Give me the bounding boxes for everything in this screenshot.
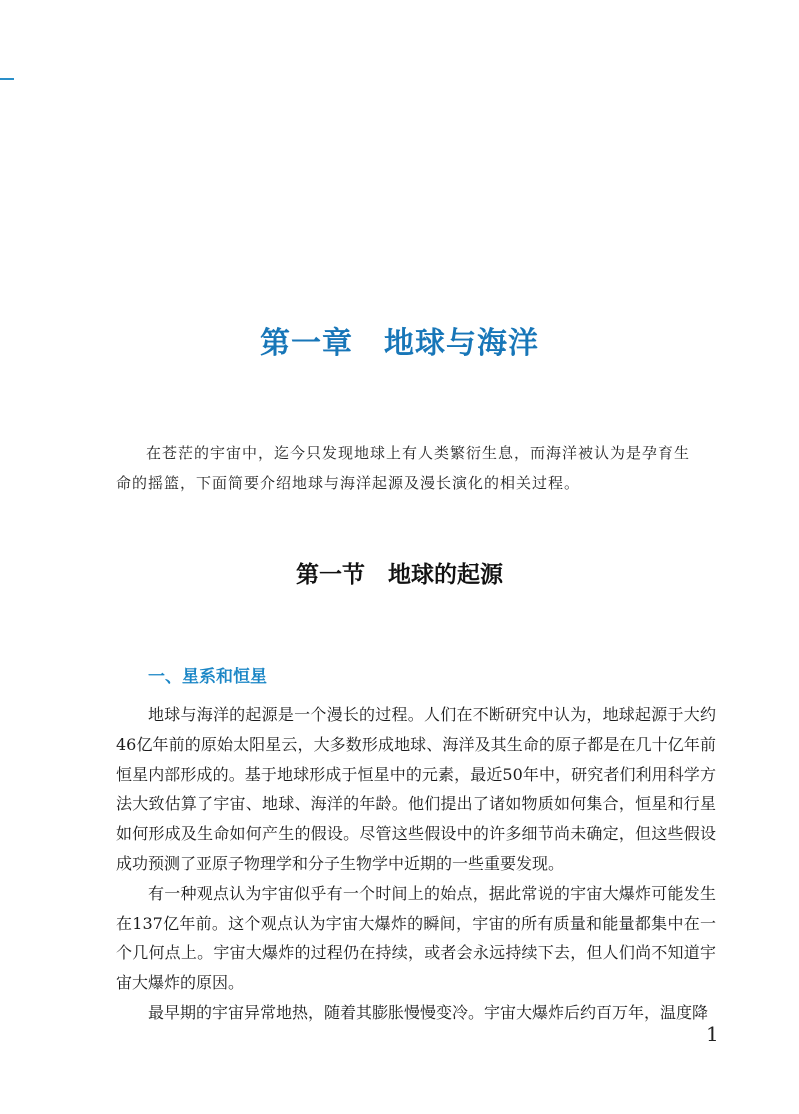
section-title: 第一节 地球的起源 [296,561,503,588]
paragraph: 最早期的宇宙异常地热，随着其膨胀慢慢变冷。宇宙大爆炸后约百万年，温度降 [148,1002,709,1022]
page-number: 1 [706,1022,719,1046]
subsection-title: 一、星系和恒星 [148,667,267,687]
chapter-intro: 在苍茫的宇宙中，迄今只发现地球上有人类繁衍生息，而海洋被认为是孕育生命的摇篮，下面简要介绍地球与海洋起源及漫长演化的相关过程。 [116,444,691,492]
paragraph: 有一种观点认为宇宙似乎有一个时间上的始点，据此常说的宇宙大爆炸可能发生在137亿年前。这个观点认为宇宙大爆炸的瞬间，宇宙的所有质量和能量都集中在一个几何点上。宇宙大爆炸的过程仍在持续，或者会永远持续下去，但人们尚不知道宇宙大爆炸的原因。 [116,883,716,993]
body-text [116,700,716,1028]
paragraph: 地球与海洋的起源是一个漫长的过程。人们在不断研究中认为，地球起源于大约46亿年前的原始太阳星云，大多数形成地球、海洋及其生命的原子都是在几十亿年前恒星内部形成的。基于地球形成于恒星中的元素，最近50年中，研究者们利用科学方法大致估算了宇宙、地球、海洋的年龄。他们提出了诸如物质如何集合，恒星和行星如何形成及生命如何产生的假设。尽管这些假设中的许多细节尚未确定，但这些假设成功预测了亚原子物理学和分子生物学中近期的一些重要发现。 [116,705,716,873]
edge-marker [0,78,14,80]
chapter-title: 第一章 地球与海洋 [260,326,539,361]
